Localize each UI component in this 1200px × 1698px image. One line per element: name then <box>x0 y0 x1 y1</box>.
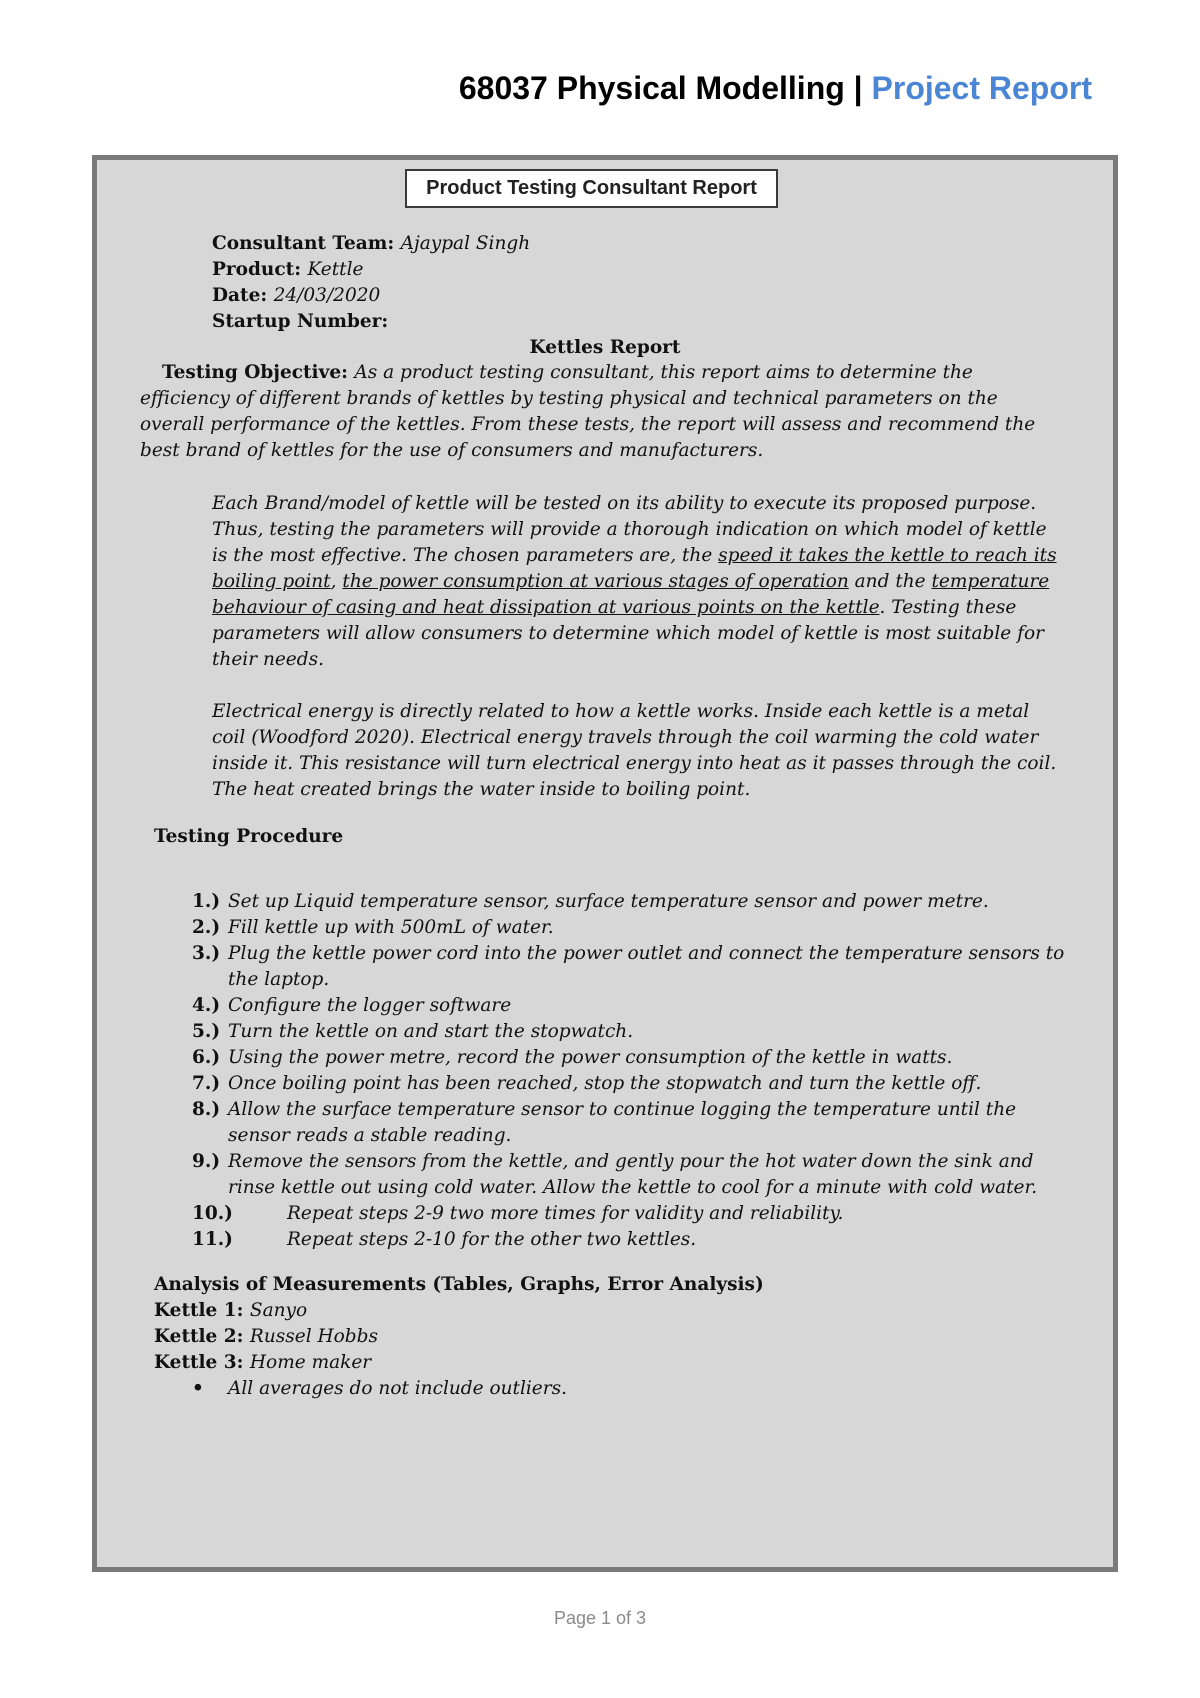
meta-product <box>212 257 530 283</box>
list-item <box>192 1201 1072 1227</box>
step-text: Set up Liquid temperature sensor, surface temperature sensor and power metre. <box>228 891 989 912</box>
step-text: Turn the kettle on and start the stopwatch. <box>228 1021 634 1042</box>
step-number: 6.) <box>192 1047 221 1068</box>
kettle-2-label: Kettle 2: <box>154 1326 250 1347</box>
testing-objective <box>140 360 1055 464</box>
report-frame <box>92 155 1118 1572</box>
list-item <box>192 1019 1072 1045</box>
step-text: Configure the logger software <box>228 995 512 1016</box>
objective-label: Testing Objective: <box>162 362 355 383</box>
kettle-2-value: Russel Hobbs <box>249 1326 378 1347</box>
para1-part3: and the <box>848 571 932 592</box>
objective-text: As a product testing consultant, this report aims to determine the efficiency of different brands of kettles by testing physical and technical parameters on the overall performance of the kettles. From these tests, the report will assess and recommend the best brand of kettles for the use of consumers and manufacturers. <box>140 362 1036 461</box>
step-number: 5.) <box>192 1021 221 1042</box>
kettle-3-row <box>154 1350 371 1376</box>
list-item <box>192 915 1072 941</box>
electrical-energy-paragraph: Electrical energy is directly related to how a kettle works. Inside each kettle is a metal coil (Woodford 2020). Electrical energy travels through the coil warming the cold water inside it. This resistance will turn electrical energy into heat as it passes through the coil. The heat created brings the water inside to boiling point. <box>212 701 1057 800</box>
averages-note-text: All averages do not include outliers. <box>228 1378 567 1399</box>
para1-underline-power: the power consumption at various stages of operation <box>342 571 849 592</box>
meta-date-label: Date: <box>212 285 274 306</box>
kettle-3-value: Home maker <box>249 1352 372 1373</box>
step-text: Using the power metre, record the power consumption of the kettle in watts. <box>228 1047 953 1068</box>
procedure-list <box>192 889 1072 1253</box>
meta-date-value: 24/03/2020 <box>273 285 381 306</box>
step-number: 2.) <box>192 917 221 938</box>
report-box-title: Product Testing Consultant Report <box>405 169 778 208</box>
step-text: Remove the sensors from the kettle, and gently pour the hot water down the sink and rinse kettle out using cold water. Allow the kettle to cool for a minute with cold water. <box>228 1151 1038 1198</box>
header-title-accent: Project Report <box>871 70 1092 106</box>
meta-consultant <box>212 231 530 257</box>
meta-consultant-label: Consultant Team: <box>212 233 401 254</box>
testing-procedure-title: Testing Procedure <box>154 826 344 847</box>
step-number: 11.) <box>192 1229 233 1250</box>
meta-product-value: Kettle <box>307 259 364 280</box>
step-number: 4.) <box>192 995 221 1016</box>
bullet-icon: • <box>192 1378 204 1399</box>
step-text: Repeat steps 2-9 two more times for validity and reliability. <box>287 1203 844 1224</box>
step-text: Once boiling point has been reached, stop the stopwatch and turn the kettle off. <box>228 1073 982 1094</box>
kettle-1-value: Sanyo <box>249 1300 308 1321</box>
step-number: 1.) <box>192 891 221 912</box>
step-text: Plug the kettle power cord into the power outlet and connect the temperature sensors to the laptop. <box>228 943 1065 990</box>
step-number: 8.) <box>192 1099 221 1120</box>
list-item <box>192 1149 1072 1201</box>
list-item <box>192 941 1072 993</box>
meta-startup-label: Startup Number: <box>212 311 389 332</box>
meta-date <box>212 283 530 309</box>
kettle-3-label: Kettle 3: <box>154 1352 250 1373</box>
meta-startup <box>212 309 530 335</box>
list-item <box>192 1097 1072 1149</box>
kettles-report-title: Kettles Report <box>529 337 681 358</box>
para1-underline-temperature: temperature behaviour of casing and heat dissipation at various points on the kettle <box>212 571 1050 618</box>
list-item <box>192 1045 1072 1071</box>
analysis-title: Analysis of Measurements (Tables, Graphs, Error Analysis) <box>154 1274 764 1295</box>
meta-product-label: Product: <box>212 259 308 280</box>
list-item <box>192 1227 1072 1253</box>
parameters-paragraph <box>212 491 1062 673</box>
step-number: 3.) <box>192 943 221 964</box>
header-title-main: 68037 Physical Modelling | <box>458 70 872 106</box>
para1-part1: Each Brand/model of kettle will be tested on its ability to execute its proposed purpose. Thus, testing the parameters will provide a thorough indication on which model of kettle is the most effective. The chosen parameters are, the <box>212 493 1047 566</box>
averages-note <box>192 1376 567 1402</box>
kettle-1-row <box>154 1298 307 1324</box>
page-header-title <box>459 70 1092 107</box>
kettle-1-label: Kettle 1: <box>154 1300 250 1321</box>
list-item <box>192 1071 1072 1097</box>
step-number: 9.) <box>192 1151 221 1172</box>
kettle-2-row <box>154 1324 378 1350</box>
step-number: 7.) <box>192 1073 221 1094</box>
step-text: Allow the surface temperature sensor to continue logging the temperature until the sensor reads a stable reading. <box>228 1099 1017 1146</box>
page-footer: Page 1 of 3 <box>553 1608 647 1628</box>
para1-part2: , <box>330 571 343 592</box>
step-number: 10.) <box>192 1203 233 1224</box>
step-text: Repeat steps 2-10 for the other two kettles. <box>287 1229 697 1250</box>
list-item <box>192 993 1072 1019</box>
para1-part4: . Testing these parameters will allow consumers to determine which model of kettle is most suitable for their needs. <box>212 597 1044 670</box>
step-text: Fill kettle up with 500mL of water. <box>228 917 554 938</box>
para1-underline-speed: speed it takes the kettle to reach its boiling point <box>212 545 1057 592</box>
meta-consultant-value: Ajaypal Singh <box>400 233 531 254</box>
report-meta <box>212 231 530 335</box>
list-item <box>192 889 1072 915</box>
